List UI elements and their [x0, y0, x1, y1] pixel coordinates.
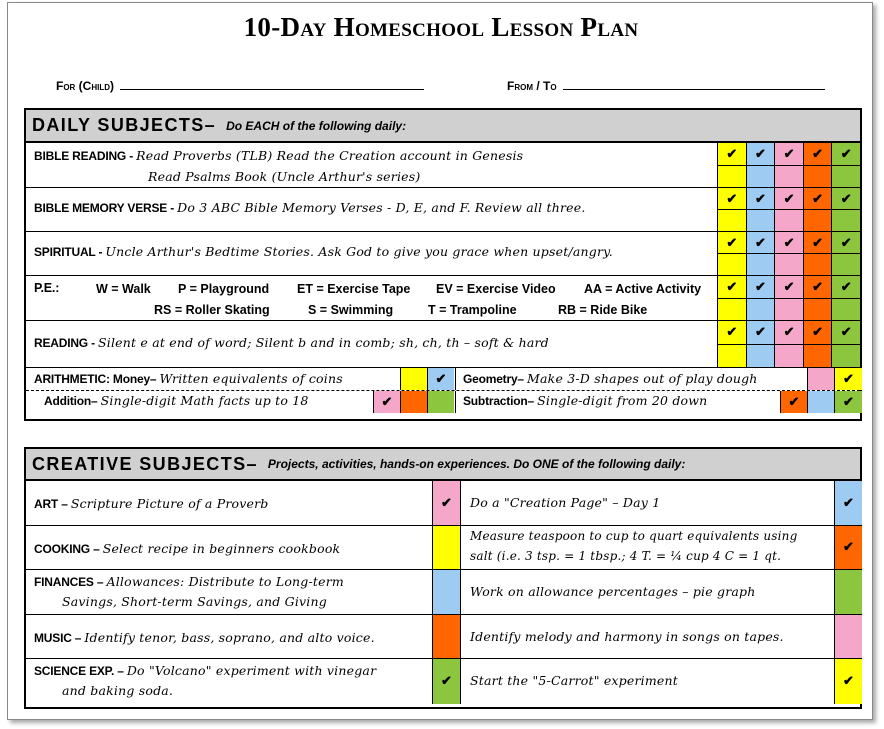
check-empty[interactable]	[775, 298, 803, 321]
finances-right-text: Work on allowance percentages – pie graph	[470, 584, 756, 599]
science-text-line2: and baking soda.	[62, 683, 174, 698]
pe-row	[26, 276, 860, 321]
spiritual-checks	[717, 232, 860, 275]
check-empty[interactable]	[804, 298, 832, 321]
check-mark[interactable]: ✔	[834, 368, 862, 390]
check-mark[interactable]: ✔	[718, 321, 746, 344]
check-mark[interactable]: ✔	[427, 368, 454, 390]
from-to-field[interactable]	[507, 77, 825, 93]
check-empty[interactable]	[832, 344, 860, 368]
check-mark[interactable]: ✔	[775, 232, 803, 253]
check-mark[interactable]: ✔	[780, 391, 807, 413]
bible-reading-checks	[717, 143, 860, 187]
check-empty[interactable]	[834, 570, 862, 614]
addition-text: Single-digit Math facts up to 18	[100, 393, 309, 408]
check-mark[interactable]: ✔	[804, 321, 832, 344]
reading-label: READING -	[34, 336, 99, 350]
check-mark[interactable]: ✔	[432, 659, 460, 704]
creative-subjects-section	[24, 447, 862, 709]
pe-code-swimming: S = Swimming	[308, 303, 394, 317]
check-mark[interactable]: ✔	[834, 526, 862, 570]
science-label: SCIENCE EXP. –	[34, 664, 127, 678]
arithmetic-row	[26, 368, 860, 391]
check-mark[interactable]: ✔	[747, 188, 775, 209]
check-empty[interactable]	[747, 253, 775, 275]
subtraction-text: Single-digit from 20 down	[537, 393, 708, 408]
addition-label: Addition–	[44, 394, 101, 408]
check-empty[interactable]	[832, 165, 860, 188]
pe-checks	[717, 276, 860, 320]
daily-subjects-header	[26, 110, 860, 143]
reading-checks	[717, 321, 860, 367]
pe-code-playground: P = Playground	[178, 282, 270, 296]
check-mark[interactable]: ✔	[804, 276, 832, 298]
creative-subjects-header	[26, 449, 860, 481]
check-mark[interactable]: ✔	[832, 143, 860, 165]
check-mark[interactable]: ✔	[718, 232, 746, 253]
check-empty[interactable]	[804, 165, 832, 188]
cooking-right-line1: Measure teaspoon to cup to quart equivalents using	[470, 528, 798, 543]
check-empty[interactable]	[427, 391, 454, 413]
check-mark[interactable]: ✔	[804, 232, 832, 253]
check-empty[interactable]	[747, 298, 775, 321]
check-mark[interactable]: ✔	[718, 143, 746, 165]
page-title: 10-Day Homeschool Lesson Plan	[243, 12, 639, 42]
check-empty[interactable]	[718, 209, 746, 231]
bible-reading-row	[26, 143, 860, 188]
art-right-text: Do a "Creation Page" – Day 1	[470, 495, 661, 510]
cooking-right-line2: salt (i.e. 3 tsp. = 1 tbsp.; 4 T. = ¼ cup 4 C = 1 qt.	[470, 548, 782, 563]
check-mark[interactable]: ✔	[775, 188, 803, 209]
check-empty[interactable]	[775, 253, 803, 275]
pe-code-ride-bike: RB = Ride Bike	[558, 303, 648, 317]
pe-code-walk: W = Walk	[96, 282, 151, 296]
check-mark[interactable]: ✔	[718, 188, 746, 209]
subtraction-label: Subtraction–	[463, 394, 538, 408]
check-mark[interactable]: ✔	[747, 321, 775, 344]
pe-code-exercise-tape: ET = Exercise Tape	[297, 282, 411, 296]
check-mark[interactable]: ✔	[804, 143, 832, 165]
bible-reading-line2: Read Psalms Book (Uncle Arthur's series)	[148, 169, 421, 184]
check-mark[interactable]: ✔	[775, 143, 803, 165]
check-empty[interactable]	[775, 209, 803, 231]
memory-verse-row	[26, 188, 860, 232]
reading-text: Silent e at end of word; Silent b and in comb; sh, ch, th – soft & hard	[98, 335, 549, 350]
daily-subjects-section	[24, 108, 862, 421]
addition-row	[26, 391, 860, 413]
bible-reading-line1: Read Proverbs (TLB) Read the Creation account in Genesis	[136, 148, 524, 163]
check-empty[interactable]	[718, 298, 746, 321]
spiritual-text: Uncle Arthur's Bedtime Stories. Ask God to give you grace when upset/angry.	[105, 244, 613, 259]
memory-verse-label: BIBLE MEMORY VERSE -	[34, 201, 178, 215]
check-empty[interactable]	[807, 368, 834, 390]
memory-verse-text: Do 3 ABC Bible Memory Verses - D, E, and F. Review all three.	[177, 200, 586, 215]
check-empty[interactable]	[804, 253, 832, 275]
music-text: Identify tenor, bass, soprano, and alto voice.	[84, 629, 375, 645]
pe-label: P.E.:	[34, 281, 60, 295]
lesson-plan-page	[7, 2, 873, 720]
check-empty[interactable]	[400, 368, 427, 390]
cooking-text: Select recipe in beginners cookbook	[102, 540, 341, 556]
geometry-text: Make 3-D shapes out of play dough	[527, 371, 758, 386]
music-right-text: Identify melody and harmony in songs on tapes.	[470, 628, 784, 644]
finances-text-line2: Savings, Short-term Savings, and Giving	[62, 594, 327, 609]
check-empty[interactable]	[804, 344, 832, 368]
check-empty[interactable]	[832, 209, 860, 231]
creative-dash: –	[246, 453, 258, 474]
check-mark[interactable]: ✔	[804, 188, 832, 209]
cooking-label: COOKING –	[34, 541, 103, 556]
for-child-blank[interactable]	[120, 77, 424, 90]
check-empty[interactable]	[432, 615, 460, 659]
check-empty[interactable]	[832, 253, 860, 275]
arithmetic-label: ARITHMETIC: Money–	[34, 372, 160, 386]
finances-row	[26, 570, 860, 615]
pe-code-trampoline: T = Trampoline	[428, 303, 517, 317]
check-empty[interactable]	[832, 298, 860, 321]
pe-code-roller-skating: RS = Roller Skating	[154, 303, 270, 317]
check-mark[interactable]: ✔	[832, 321, 860, 344]
music-label: MUSIC –	[34, 630, 85, 645]
daily-heading: DAILY SUBJECTS	[32, 115, 205, 135]
check-empty[interactable]	[718, 165, 746, 188]
check-mark[interactable]: ✔	[775, 321, 803, 344]
art-label: ART –	[34, 497, 71, 511]
arithmetic-text: Written equivalents of coins	[159, 371, 343, 386]
check-mark[interactable]: ✔	[775, 276, 803, 298]
geometry-label: Geometry–	[463, 372, 528, 386]
finances-text-line1: Allowances: Distribute to Long-term	[106, 574, 344, 589]
check-empty[interactable]	[747, 209, 775, 231]
check-empty[interactable]	[747, 344, 775, 368]
art-row	[26, 481, 860, 526]
for-child-label: For (Child)	[56, 79, 114, 93]
from-to-label: From / To	[507, 79, 557, 93]
check-mark[interactable]: ✔	[747, 276, 775, 298]
bible-reading-label: BIBLE READING -	[34, 149, 137, 163]
check-empty[interactable]	[432, 570, 460, 614]
check-empty[interactable]	[432, 526, 460, 570]
check-mark[interactable]: ✔	[747, 232, 775, 253]
pe-code-exercise-video: EV = Exercise Video	[436, 282, 556, 296]
daily-dash: –	[204, 115, 217, 135]
spiritual-label: SPIRITUAL -	[34, 245, 106, 259]
creative-subheading: Projects, activities, hands-on experiences. Do ONE of the following daily:	[267, 457, 686, 471]
check-mark[interactable]: ✔	[832, 232, 860, 253]
check-empty[interactable]	[400, 391, 427, 413]
check-empty[interactable]	[718, 344, 746, 368]
check-empty[interactable]	[775, 344, 803, 368]
check-empty[interactable]	[807, 391, 834, 413]
from-to-blank[interactable]	[563, 77, 825, 90]
check-mark[interactable]: ✔	[834, 481, 862, 525]
check-mark[interactable]: ✔	[747, 143, 775, 165]
check-mark[interactable]: ✔	[718, 276, 746, 298]
check-mark[interactable]: ✔	[834, 391, 862, 413]
daily-subheading: Do EACH of the following daily:	[226, 118, 407, 133]
check-mark[interactable]: ✔	[832, 188, 860, 209]
science-right-text: Start the "5-Carrot" experiment	[470, 673, 678, 688]
spiritual-row	[26, 232, 860, 276]
cooking-row	[26, 526, 860, 571]
reading-row	[26, 321, 860, 368]
science-row	[26, 659, 860, 704]
for-child-field[interactable]	[56, 77, 424, 93]
pe-code-active-activity: AA = Active Activity	[584, 282, 702, 296]
check-empty[interactable]	[775, 165, 803, 188]
science-text-line1: Do "Volcano" experiment with vinegar	[126, 663, 377, 678]
music-row	[26, 615, 860, 660]
check-empty[interactable]	[718, 253, 746, 275]
art-text: Scripture Picture of a Proverb	[70, 496, 269, 511]
check-mark[interactable]: ✔	[373, 391, 400, 413]
check-empty[interactable]	[834, 615, 862, 659]
check-empty[interactable]	[804, 209, 832, 231]
check-mark[interactable]: ✔	[834, 659, 862, 704]
memory-verse-checks	[717, 188, 860, 231]
creative-heading: CREATIVE SUBJECTS	[32, 453, 247, 474]
check-empty[interactable]	[747, 165, 775, 188]
check-mark[interactable]: ✔	[832, 276, 860, 298]
finances-label: FINANCES –	[34, 575, 107, 589]
check-mark[interactable]: ✔	[432, 481, 460, 525]
